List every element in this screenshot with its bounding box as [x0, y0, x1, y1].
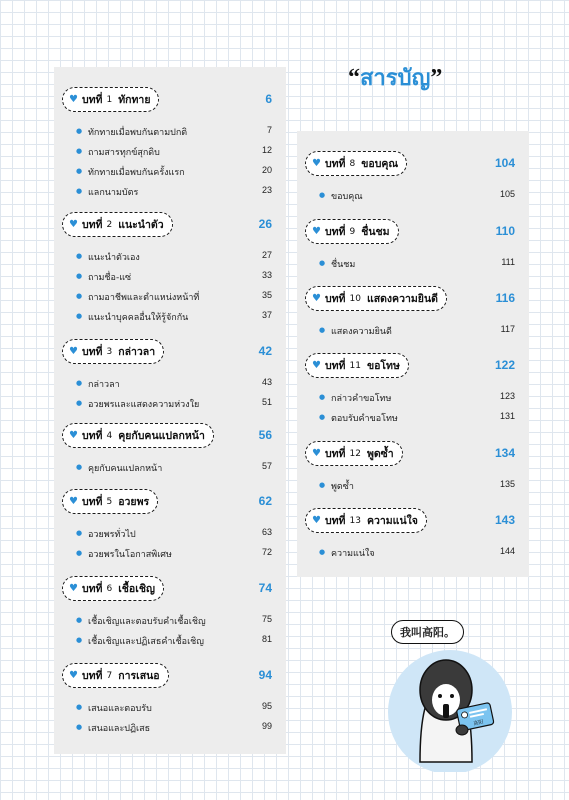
- chapter-label: บทที่: [324, 226, 346, 238]
- chapter-heading-pill[interactable]: [305, 151, 407, 176]
- toc-item[interactable]: [319, 411, 515, 427]
- toc-item-title: กล่าวลา: [88, 380, 120, 390]
- toc-item[interactable]: [76, 165, 272, 181]
- chapter-label: บทที่: [81, 94, 103, 106]
- toc-item-title: อวยพรทั่วไป: [88, 530, 136, 540]
- toc-item-page: 117: [500, 324, 515, 334]
- name-card-text: 高阳: [473, 719, 485, 728]
- chapter-page: 26: [258, 217, 272, 231]
- mascot-hand: [456, 725, 468, 735]
- bullet-icon: ●: [76, 272, 83, 280]
- toc-item[interactable]: [319, 479, 515, 495]
- chapter-heading-pill[interactable]: [62, 576, 164, 601]
- toc-item-title: พูดซ้ำ: [331, 482, 354, 492]
- chapter-heading-pill[interactable]: [62, 212, 173, 237]
- bullet-icon: ●: [76, 703, 83, 711]
- bullet-icon: ●: [76, 252, 83, 260]
- toc-item-title: แสดงความยินดี: [331, 327, 392, 337]
- chapter-title: ขอบคุณ: [361, 158, 399, 170]
- heart-icon: ♥: [69, 218, 78, 230]
- chapter-page: 62: [258, 494, 272, 508]
- chapter-number: 9: [349, 226, 356, 237]
- mascot-mouth: [443, 704, 449, 718]
- chapter-page: 94: [258, 668, 272, 682]
- chapter-label: บทที่: [324, 515, 346, 527]
- heart-icon: ♥: [312, 447, 321, 459]
- chapter-heading-pill[interactable]: [305, 219, 399, 244]
- mascot-eye-right: [450, 694, 454, 698]
- chapter-title: ชื่นชม: [361, 226, 390, 238]
- toc-item[interactable]: [76, 701, 272, 717]
- bullet-icon: ●: [76, 379, 83, 387]
- toc-item-page: 63: [261, 527, 272, 537]
- chapter-label: บทที่: [81, 430, 103, 442]
- chapter-heading-pill[interactable]: [62, 87, 159, 112]
- chapter-title: การเสนอ: [118, 670, 160, 682]
- toc-item[interactable]: [76, 125, 272, 141]
- chapter-title: แสดงความยินดี: [366, 293, 438, 305]
- toc-item-page: 72: [261, 547, 272, 557]
- heart-icon: ♥: [312, 157, 321, 169]
- toc-item[interactable]: [76, 377, 272, 393]
- open-quote: “: [348, 65, 360, 91]
- heart-icon: ♥: [312, 225, 321, 237]
- chapter-label: บทที่: [81, 583, 103, 595]
- toc-item-page: 111: [501, 257, 515, 267]
- toc-item-title: ทักทายเมื่อพบกันตามปกติ: [88, 128, 188, 138]
- toc-item-page: 20: [261, 165, 272, 175]
- chapter-heading-pill[interactable]: [305, 353, 409, 378]
- toc-item[interactable]: [76, 634, 272, 650]
- bullet-icon: ●: [319, 326, 326, 334]
- toc-panel-left: [54, 67, 286, 754]
- chapter-number: 5: [106, 496, 113, 507]
- toc-item-page: 81: [261, 634, 272, 644]
- chapter-page: 122: [494, 358, 515, 372]
- bullet-icon: ●: [76, 127, 83, 135]
- toc-item-page: 43: [261, 377, 272, 387]
- bullet-icon: ●: [319, 191, 326, 199]
- toc-item[interactable]: [76, 310, 272, 326]
- chapter-heading-pill[interactable]: [305, 508, 427, 533]
- bullet-icon: ●: [76, 292, 83, 300]
- bullet-icon: ●: [76, 636, 83, 644]
- heart-icon: ♥: [312, 359, 321, 371]
- toc-item-page: 23: [261, 185, 272, 195]
- chapter-page: 74: [258, 581, 272, 595]
- close-quote: ”: [430, 65, 443, 91]
- toc-item-page: 131: [499, 411, 515, 421]
- bullet-icon: ●: [319, 481, 326, 489]
- toc-item[interactable]: [76, 250, 272, 266]
- chapter-label: บทที่: [81, 346, 103, 358]
- heart-icon: ♥: [69, 429, 78, 441]
- bullet-icon: ●: [319, 393, 326, 401]
- toc-item[interactable]: [76, 290, 272, 306]
- chapter-title: คุยกับคนแปลกหน้า: [118, 430, 205, 442]
- heart-icon: ♥: [312, 292, 321, 304]
- heart-icon: ♥: [69, 93, 78, 105]
- chapter-heading-pill[interactable]: [305, 286, 447, 311]
- chapter-title: เชื้อเชิญ: [118, 583, 155, 595]
- toc-item-page: 37: [261, 310, 272, 320]
- toc-panel-right: [297, 131, 529, 577]
- chapter-title: ขอโทษ: [366, 360, 400, 372]
- toc-item-title: ทักทายเมื่อพบกันครั้งแรก: [88, 168, 185, 178]
- toc-item-title: ชื่นชม: [331, 260, 356, 270]
- toc-item-title: ตอบรับคำขอโทษ: [331, 414, 398, 424]
- heart-icon: ♥: [312, 514, 321, 526]
- chapter-number: 13: [349, 515, 361, 526]
- bullet-icon: ●: [76, 312, 83, 320]
- bullet-icon: ●: [76, 167, 83, 175]
- toc-item[interactable]: [76, 461, 272, 477]
- chapter-page: 134: [494, 446, 515, 460]
- toc-item-title: ถามอาชีพและตำแหน่งหน้าที่: [88, 293, 200, 303]
- toc-item-page: 27: [261, 250, 272, 260]
- bullet-icon: ●: [76, 463, 83, 471]
- mascot-eye-left: [438, 694, 442, 698]
- toc-item-title: ความแน่ใจ: [331, 549, 375, 559]
- chapter-page: 104: [494, 156, 515, 170]
- toc-item-title: ขอบคุณ: [331, 192, 363, 202]
- toc-item-title: แนะนำตัวเอง: [88, 253, 140, 263]
- toc-item[interactable]: [76, 527, 272, 543]
- toc-item[interactable]: [76, 270, 272, 286]
- heart-icon: ♥: [69, 582, 78, 594]
- toc-item-title: เชื้อเชิญและปฏิเสธคำเชื้อเชิญ: [88, 637, 204, 647]
- speech-bubble: 我叫高阳。: [391, 620, 464, 644]
- bullet-icon: ●: [76, 616, 83, 624]
- chapter-heading-pill[interactable]: [62, 489, 158, 514]
- chapter-page: 42: [258, 344, 272, 358]
- chapter-label: บทที่: [324, 158, 346, 170]
- chapter-title: กล่าวลา: [118, 346, 156, 358]
- toc-item-page: 12: [261, 145, 272, 155]
- chapter-heading-pill[interactable]: [62, 423, 214, 448]
- toc-item[interactable]: [76, 614, 272, 630]
- chapter-label: บทที่: [324, 448, 346, 460]
- toc-item-title: เชื้อเชิญและตอบรับคำเชื้อเชิญ: [88, 617, 206, 627]
- toc-item-title: เสนอและตอบรับ: [88, 704, 152, 714]
- chapter-title: ทักทาย: [118, 94, 151, 106]
- heart-icon: ♥: [69, 669, 78, 681]
- toc-item-title: กล่าวคำขอโทษ: [331, 394, 392, 404]
- bullet-icon: ●: [76, 529, 83, 537]
- chapter-page: 110: [495, 224, 515, 238]
- chapter-number: 2: [106, 219, 113, 230]
- toc-item[interactable]: [76, 185, 272, 201]
- chapter-number: 12: [349, 448, 361, 459]
- chapter-title: อวยพร: [118, 496, 150, 508]
- bullet-icon: ●: [76, 187, 83, 195]
- chapter-number: 7: [106, 670, 113, 681]
- chapter-page: 116: [495, 291, 515, 305]
- toc-item-page: 51: [261, 397, 272, 407]
- toc-item-page: 105: [499, 189, 515, 199]
- chapter-page: 6: [265, 92, 272, 106]
- chapter-number: 8: [349, 158, 356, 169]
- toc-item-page: 57: [261, 461, 272, 471]
- toc-item[interactable]: [319, 391, 515, 407]
- chapter-label: บทที่: [81, 496, 103, 508]
- chapter-number: 6: [106, 583, 113, 594]
- chapter-heading-pill[interactable]: [62, 663, 169, 688]
- chapter-number: 10: [349, 293, 361, 304]
- toc-item[interactable]: [76, 547, 272, 563]
- chapter-label: บทที่: [324, 293, 346, 305]
- toc-item[interactable]: [76, 397, 272, 413]
- bullet-icon: ●: [76, 723, 83, 731]
- heart-icon: ♥: [69, 495, 78, 507]
- chapter-heading-pill[interactable]: [62, 339, 164, 364]
- toc-item-page: 35: [261, 290, 272, 300]
- chapter-title: ความแน่ใจ: [366, 515, 418, 527]
- toc-item[interactable]: [319, 189, 515, 205]
- toc-item[interactable]: [319, 257, 515, 273]
- toc-item[interactable]: [319, 546, 515, 562]
- chapter-label: บทที่: [81, 219, 103, 231]
- toc-item-title: เสนอและปฏิเสธ: [88, 724, 151, 734]
- toc-title-text: สารบัญ: [360, 66, 431, 91]
- toc-item-page: 33: [261, 270, 272, 280]
- toc-item-title: แลกนามบัตร: [88, 188, 139, 198]
- bullet-icon: ●: [76, 399, 83, 407]
- toc-item-title: คุยกับคนแปลกหน้า: [88, 464, 163, 474]
- bullet-icon: ●: [76, 549, 83, 557]
- toc-item-page: 99: [261, 721, 272, 731]
- chapter-number: 4: [106, 430, 113, 441]
- bullet-icon: ●: [319, 413, 326, 421]
- bullet-icon: ●: [319, 259, 326, 267]
- toc-item-page: 135: [499, 479, 515, 489]
- toc-item-page: 75: [261, 614, 272, 624]
- toc-item-page: 123: [499, 391, 515, 401]
- chapter-number: 1: [106, 94, 113, 105]
- toc-item-title: อวยพรและแสดงความห่วงใย: [88, 400, 200, 410]
- bullet-icon: ●: [76, 147, 83, 155]
- toc-item-title: อวยพรในโอกาสพิเศษ: [88, 550, 172, 560]
- toc-item-title: ถามชื่อ-แซ่: [88, 273, 132, 283]
- chapter-number: 3: [106, 346, 113, 357]
- chapter-label: บทที่: [81, 670, 103, 682]
- toc-item[interactable]: [76, 721, 272, 737]
- toc-item-page: 144: [499, 546, 515, 556]
- toc-item[interactable]: [319, 324, 515, 340]
- chapter-label: บทที่: [324, 360, 346, 372]
- toc-item-title: ถามสารทุกข์สุกดิบ: [88, 148, 160, 158]
- toc-item[interactable]: [76, 145, 272, 161]
- chapter-title: แนะนำตัว: [118, 219, 164, 231]
- toc-item-page: 7: [266, 125, 272, 135]
- bullet-icon: ●: [319, 548, 326, 556]
- toc-item-page: 95: [261, 701, 272, 711]
- chapter-page: 56: [258, 428, 272, 442]
- toc-title: [348, 60, 442, 95]
- chapter-page: 143: [494, 513, 515, 527]
- chapter-heading-pill[interactable]: [305, 441, 403, 466]
- chapter-title: พูดซ้ำ: [366, 448, 394, 460]
- heart-icon: ♥: [69, 345, 78, 357]
- chapter-number: 11: [349, 360, 361, 371]
- toc-item-title: แนะนำบุคคลอื่นให้รู้จักกัน: [88, 313, 189, 323]
